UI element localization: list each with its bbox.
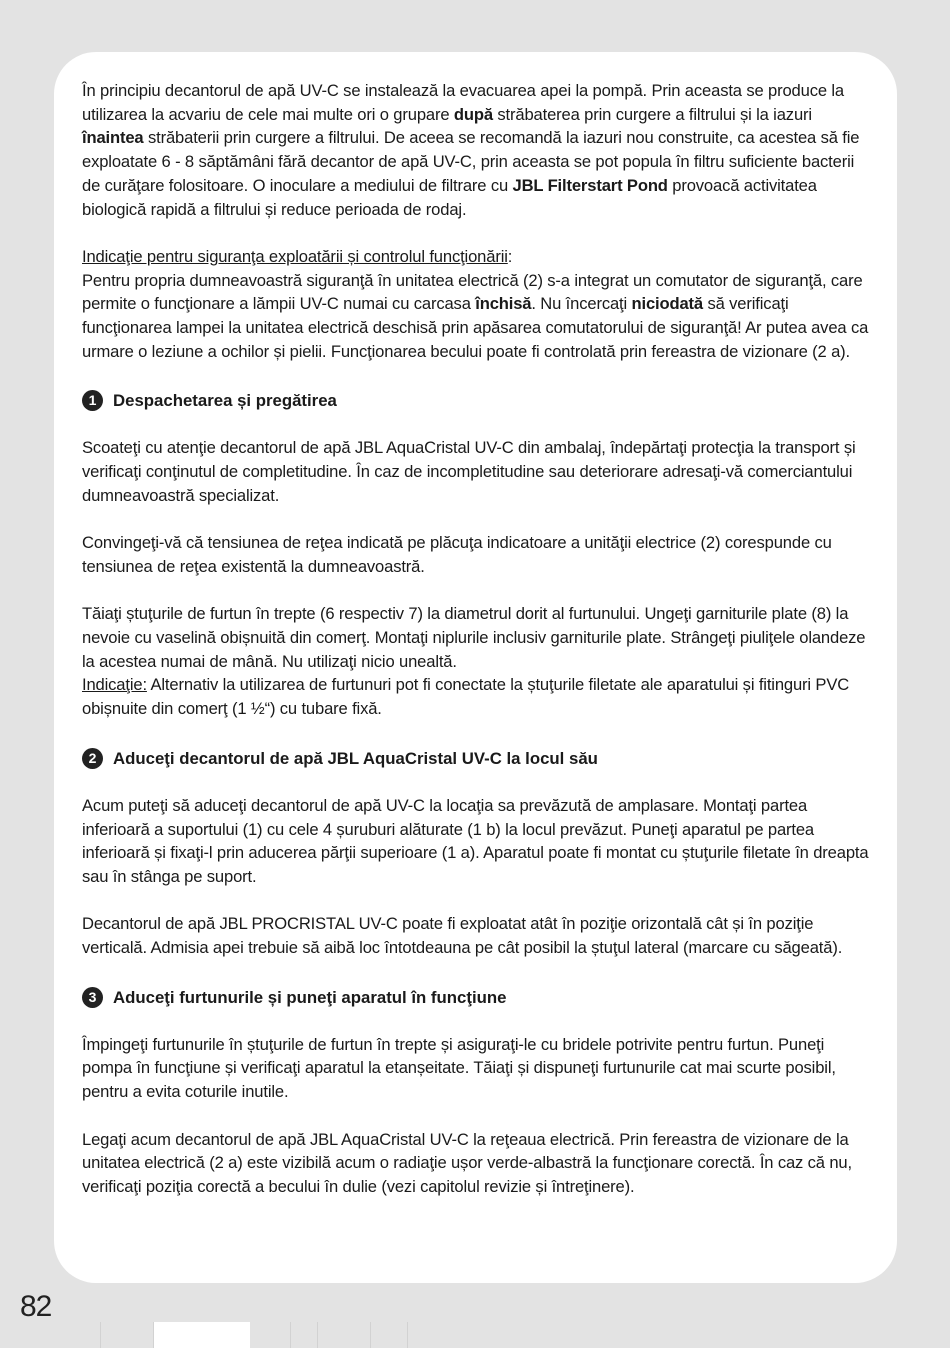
footer-segment: [250, 1322, 291, 1348]
footer-decoration: [84, 1322, 408, 1348]
section-number-badge: 1: [82, 390, 103, 411]
footer-segment: [371, 1322, 408, 1348]
section-1-paragraph: Scoateţi cu atenţie decantorul de apă JBL AquaCristal UV-C din ambalaj, îndepărtaţi protecţia la transport și verificaţi conţinutul de completitudine. În caz de incompletitudine sau deteriorare adresaţi-vă comerciantului dumneavoastră specializat.: [82, 438, 856, 505]
section-number-badge: 3: [82, 987, 103, 1008]
section-1-heading: 1 Despachetarea și pregătirea: [82, 389, 871, 412]
footer-segment: [318, 1322, 371, 1348]
section-1-note: Indicaţie: Alternativ la utilizarea de furtunuri pot fi conectate la ștuţurile filetate ale aparatului și fitinguri PVC obișnuite din comerţ (1 ½“) cu tubare fixă.: [82, 675, 850, 719]
footer-segment: [154, 1322, 250, 1348]
section-2-paragraph: Decantorul de apă JBL PROCRISTAL UV-C poate fi exploatat atât în poziţie orizontală cât și în poziţie verticală. Admisia apei trebuie să aibă loc întotdeauna pe cât posibil la ștuţul lateral (marcare cu săgeată).: [82, 914, 843, 958]
section-1-paragraph: Convingeţi-vă că tensiunea de reţea indicată pe plăcuţa indicatoare a unităţii electrice (2) corespunde cu tensiunea de reţea existentă la dumneavoastră.: [82, 533, 832, 576]
section-3-paragraph: Legaţi acum decantorul de apă JBL AquaCristal UV-C la reţeaua electrică. Prin fereastra de vizionare de la unitatea electrică (2 a) este vizibilă acum o radiaţie ușor verde-albastră la funcţionare corectă. În caz că nu, verificaţi poziţia corectă a becului în dulie (vezi capitolul revizie și întreţinere).: [82, 1129, 852, 1196]
safety-heading: Indicaţie pentru siguranţa exploatării și controlul funcţionării:: [82, 246, 513, 266]
footer-segment: [101, 1322, 154, 1348]
section-3-paragraph: Împingeţi furtunurile în ștuţurile de furtun în trepte și asiguraţi-le cu bridele potrivite pentru furtun. Puneţi pompa în funcţiune și verificaţi aparatul la etanșeitate. Tăiaţi și dispuneţi furtunurile cat mai scurte posibil, pentru a evita coturile inutile.: [82, 1034, 836, 1102]
safety-paragraph: Pentru propria dumneavoastră siguranţă în unitatea electrică (2) s-a integrat un comutator de siguranţă, care permite o funcţionare a lămpii UV-C numai cu carcasa închisă. Nu încercaţi niciodată să verificaţi funcţionarea lampei la unitatea electrică deschisă prin apăsarea comutatorului de siguranţă! Ar putea avea ca urmare o leziune a ochilor și pielii. Funcţionarea becului poate fi controlată prin fereastra de vizionare (2 a).: [82, 270, 869, 361]
section-2-paragraph: Acum puteţi să aduceţi decantorul de apă UV-C la locaţia sa prevăzută de amplasare. Montaţi partea inferioară a suportului (1) cu cele 4 șuruburi alăturate (1 b) la locul prevăzut. Puneţi aparatul pe partea inferioară și fixaţi-l prin aducerea părţii superioare (1 a). Aparatul poate fi montat cu ștuţurile filetate în dreapta sau în stânga pe suport.: [82, 795, 869, 886]
section-3-heading: 3 Aduceţi furtunurile și puneţi aparatul în funcţiune: [82, 986, 871, 1009]
section-1-paragraph: Tăiaţi ștuţurile de furtun în trepte (6 respectiv 7) la diametrul dorit al furtunului. Ungeţi garniturile plate (8) la nevoie cu vaselină obișnuită din comerţ. Montaţi niplurile inclusiv garniturile plate. Strângeţi piuliţele olandeze la acestea numai de mână. Nu utilizaţi nicio unealtă.: [82, 604, 866, 671]
section-number-badge: 2: [82, 748, 103, 769]
section-2-heading: 2 Aduceţi decantorul de apă JBL AquaCristal UV-C la locul său: [82, 747, 871, 770]
page-number: 82: [20, 1290, 52, 1323]
intro-paragraph: În principiu decantorul de apă UV-C se instalează la evacuarea apei la pompă. Prin aceasta se produce la utilizarea la acvariu de cele mai multe ori o grupare după străbaterea prin curgere a filtrului și la iazuri înaintea străbaterii prin curgere a filtrului. De aceea se recomandă la iazuri nou construite, ca acestea să fie exploatate 6 - 8 săptămâni fără decantor de apă UV-C, prin aceasta se pot popula în filtru suficiente bacterii de curăţare folositoare. O inoculare a mediului de filtrare cu JBL Filterstart Pond provoacă activitatea biologică rapidă a filtrului și reduce perioada de rodaj.: [82, 81, 860, 219]
footer-segment: [84, 1322, 101, 1348]
footer-segment: [291, 1322, 318, 1348]
content-card: [54, 52, 897, 1283]
